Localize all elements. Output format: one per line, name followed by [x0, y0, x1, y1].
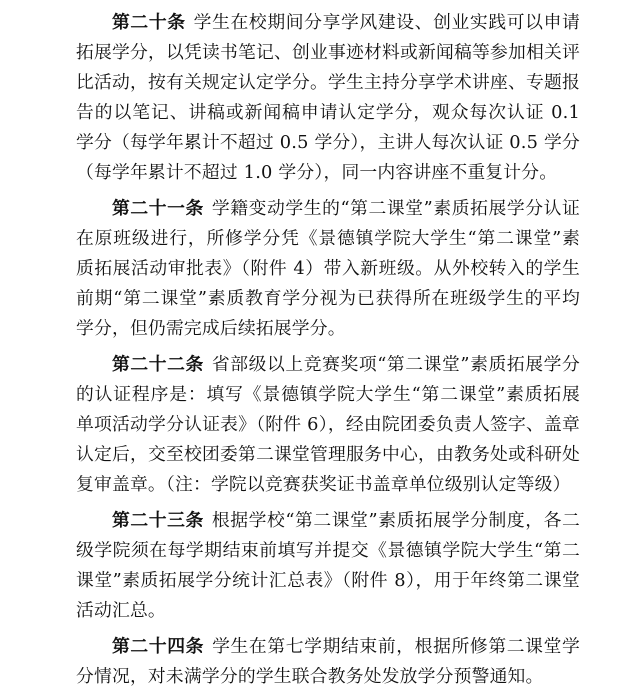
article-body: 根据学校“第二课堂”素质拓展学分制度，各二级学院须在每学期结束前填写并提交《景德镇学院大学生“第二课堂”素质拓展学分统计汇总表》（附件 8），用于年终第二课堂活动汇总。: [76, 510, 580, 621]
article-23: [76, 506, 580, 626]
article-21: [76, 194, 580, 344]
article-heading: 第二十条: [112, 12, 186, 33]
article-body: 学生在第七学期结束前，根据所修第二课堂学分情况，对未满学分的学生联合教务处发放学分预警通知。: [76, 636, 580, 687]
article-body: 省部级以上竞赛奖项“第二课堂”素质拓展学分的认证程序是：填写《景德镇学院大学生“第二课堂”素质拓展单项活动学分认证表》（附件 6），经由院团委负责人签字、盖章认定后，交至校团委第二课堂管理服务中心，由教务处或科研处复审盖章。（注：学院以竞赛获奖证书盖章单位级别认定等级）: [76, 354, 580, 495]
article-heading: 第二十四条: [112, 636, 205, 657]
article-22: [76, 350, 580, 500]
article-body: 学籍变动学生的“第二课堂”素质拓展学分认证在原班级进行，所修学分凭《景德镇学院大学生“第二课堂”素质拓展活动审批表》（附件 4）带入新班级。从外校转入的学生前期“第二课堂”素质教育学分视为已获得所在班级学生的平均学分，但仍需完成后续拓展学分。: [76, 198, 580, 339]
article-20: [76, 8, 580, 188]
article-heading: 第二十一条: [112, 198, 204, 219]
article-heading: 第二十三条: [112, 510, 204, 531]
article-24: [76, 632, 580, 692]
article-heading: 第二十二条: [112, 354, 204, 375]
article-body: 学生在校期间分享学风建设、创业实践可以申请拓展学分，以凭读书笔记、创业事迹材料或新闻稿等参加相关评比活动，按有关规定认定学分。学生主持分享学术讲座、专题报告的以笔记、讲稿或新闻稿申请认定学分，观众每次认证 0.1 学分（每学年累计不超过 0.5 学分），主讲人每次认证 0.5 学分（每学年累计不超过 1.0 学分），同一内容讲座不重复计分。: [76, 12, 580, 183]
